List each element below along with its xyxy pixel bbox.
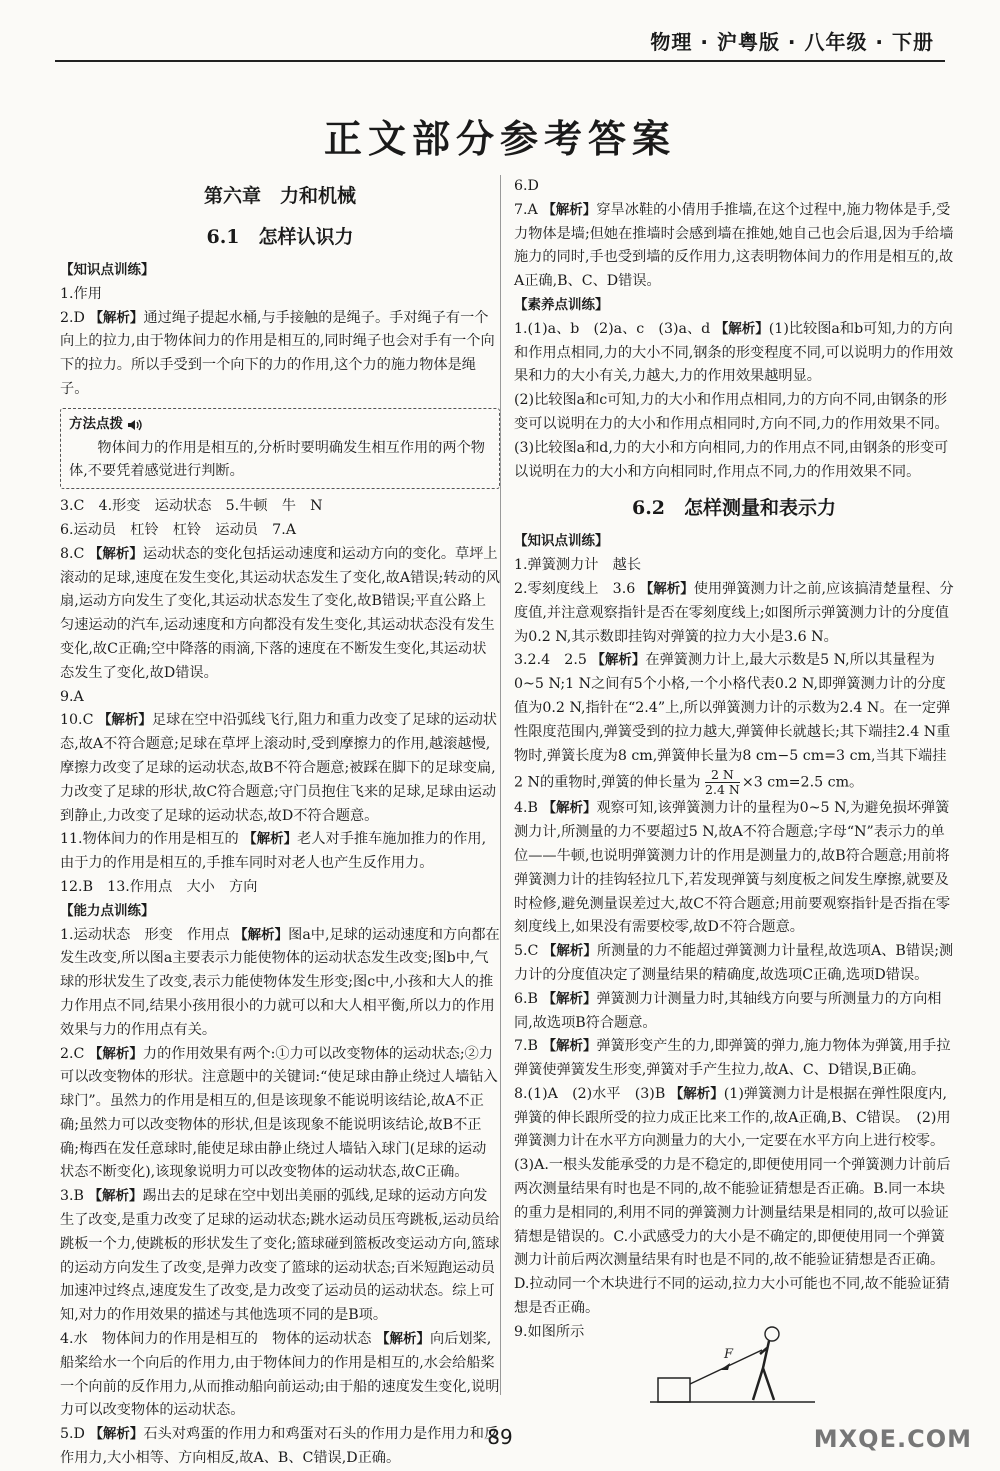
answer-3-5: 3.C 4.形变 运动状态 5.牛顿 牛 N	[60, 498, 323, 515]
literacy-label: 【素养点训练】	[514, 296, 609, 313]
k-answer-5: 5.C 【解析】所测量的力不能超过弹簧测力计量程,故选项A、B错误;测力计的分度值决定了测量结果的精确度,故选项C正确,选项D错误。	[514, 943, 954, 983]
book-header: 物理 · 沪粤版 · 八年级 · 下册	[650, 30, 934, 54]
ability-answer-6: 6.D	[514, 178, 539, 194]
force-label: F	[724, 1347, 734, 1362]
box	[658, 1378, 690, 1402]
page-title: 正文部分参考答案	[323, 116, 676, 161]
ability-answer-3: 3.B 【解析】踢出去的足球在空中划出美丽的弧线,足球的运动方向发生了改变,是重力改变了足球的运动状态;跳水运动员压弯跳板,运动员给跳板一个力,使跳板的形状发生了变化;篮球碰到篮板改变运动方向,篮球的运动方向发生了改变,是弹力改变了篮球的运动状态;百米短跑运动员加速冲过终点,速度发生了改变,是力改变了运动员的运动状态。综上可知,对力的作用效果的描述与其他选项不同的是B项。	[60, 1188, 500, 1324]
page-number: 89	[487, 1425, 513, 1449]
answer-6-7: 6.运动员 杠铃 杠铃 运动员 7.A	[60, 521, 296, 538]
knowledge-label: 【知识点训练】	[60, 262, 155, 278]
person-head	[765, 1327, 779, 1341]
literacy-answer-1-cont: (2)比较图a和c可知,力的大小和作用点相同,力的方向不同,由钢条的形变可以说明在力的大小和作用点相同时,方向不同,力的作用效果不同。 (3)比较图a和d,力的大小和方向相同,力的作用点不同,由钢条的形变可以说明在力的大小和方向相同时,作用点不同,力的作用效果不同。	[514, 392, 956, 480]
ability-answer-2: 2.C 【解析】力的作用效果有两个:①力可以改变物体的运动状态;②力可以改变物体的形状。注意题中的关键词:“使足球由静止绕过人墙钻入球门”。虽然力的作用是相互的,但是该现象不能说明该结论,故A不正确;虽然力可以改变物体的形状,但是该现象不能说明该结论,故B不正确;梅西在发任意球时,能使足球由静止绕过人墙钻入球门(足球的运动状态不断变化),该现象说明力可以改变物体的运动状态,故C正确。	[60, 1045, 498, 1181]
method-tip-box	[60, 408, 500, 489]
k-answer-6: 6.B 【解析】弹簧测力计测量力时,其轴线方向要与所测量力的方向相同,故选项B符合题意。	[514, 990, 942, 1031]
k-answer-4: 4.B 【解析】观察可知,该弹簧测力计的量程为0~5 N,为避免损坏弹簧测力计,所测量的力不要超过5 N,故A不符合题意;字母“N”表示力的单位——牛顿,也说明弹簧测力计的作用是测量力的,故B符合题意;用前将弹簧测力计的挂钩轻拉几下,若发现弹簧与刻度板之间发生摩擦,就要及时检修,避免测量误差过大,故C不符合题意;用前要观察指针是否指在零刻度线上,如果没有需要校零,故D不符合题意。	[514, 800, 951, 936]
literacy-answer-1: 1.(1)a、b (2)a、c (3)a、d 【解析】(1)比较图a和b可知,力的方向和作用点相同,力的大小不同,钢条的形变程度不同,可以说明力的作用效果和力的大小有关,力越大,力的作用效果越明显。	[514, 320, 954, 385]
ability-answer-7: 7.A 【解析】穿旱冰鞋的小倩用手推墙,在这个过程中,施力物体是手,受力物体是墙;但她在推墙时会感到墙在推她,她自己也会后退,因为手给墙施力的同时,手也受到墙的反作用力,这表明物体间力的作用是相互的,故A正确,B、C、D错误。	[514, 201, 954, 290]
ability-answer-4: 4.水 物体间力的作用是相互的 物体的运动状态 【解析】向后划桨,船桨给水一个向后的作用力,由于物体间力的作用是相互的,水会给船桨一个向前的反作用力,从而推动船向前运动;由于船的速度发生变化,说明力可以改变物体的运动状态。	[60, 1331, 500, 1419]
answer-1: 1.作用	[60, 285, 102, 302]
answer-2: 2.D 【解析】通过绳子提起水桶,与手接触的是绳子。手对绳子有一个向上的拉力,由于物体间力的作用是相互的,同时绳子也会对手有一个向下的拉力。所以手受到一个向下的力的作用,这个力的施力物体是绳子。	[60, 309, 495, 397]
column-divider	[500, 175, 501, 1395]
k-answer-8: 8.(1)A (2)水平 (3)B 【解析】(1)弹簧测力计是根据在弹性限度内,弹簧的伸长跟所受的拉力成正比来工作的,故A正确,B、C错误。 (2)用弹簧测力计在水平方向测量力的大小,一定要在水平方向上进行校零。 (3)A.一根头发能承受的力是不稳定的,即便使用同一个弹簧测力计前后两次测量结果有时也是不同的,故不能验证猜想是否正确。B.同一本块的重力是相同的,利用不同的弹簧测力计测量结果是相同的,故可以验证猜想是错误的。C.小武感受力的大小是不确定的,即便使用同一个弹簧测力计前后两次测量结果有时也是不同的,故不能验证猜想是否正确。D.拉动同一个木块进行不同的运动,拉力大小可能也不同,故不能验证猜想是否正确。	[514, 1085, 952, 1317]
section-title-6-2: 6.2 怎样测量和表示力	[631, 497, 837, 520]
answer-12-13: 12.B 13.作用点 大小 方向	[60, 878, 258, 895]
k-answer-1: 1.弹簧测力计 越长	[514, 557, 642, 574]
answer-8: 8.C 【解析】运动状态的变化包括运动速度和运动方向的变化。草坪上滚动的足球,速度在发生变化,其运动状态发生了变化,故A错误;转动的风扇,运动方向发生了变化,其运动状态发生了变化,故B错误;平直公路上匀速运动的汽车,运动速度和方向都没有发生变化,其运动状态没有发生变化,故C正确;空中降落的雨滴,下落的速度在不断发生变化,其运动状态发生了变化,故D错误。	[60, 545, 500, 681]
k-answer-9: 9.如图所示	[514, 1323, 585, 1340]
speaker-icon	[127, 418, 143, 432]
knowledge-label-2: 【知识点训练】	[514, 533, 609, 550]
watermark: MXQE.COM	[813, 1425, 972, 1453]
ability-answer-5: 5.D 【解析】石头对鸡蛋的作用力和鸡蛋对石头的作用力是作用力和反作用力,大小相等、方向相反,故A、B、C错误,D正确。	[60, 1426, 499, 1467]
pull-force-figure	[650, 1320, 820, 1410]
header-rule	[55, 60, 945, 62]
answer-9: 9.A	[60, 688, 84, 705]
answer-10: 10.C 【解析】足球在空中沿弧线飞行,阻力和重力改变了足球的运动状态,故A不符合题意;足球在草坪上滚动时,受到摩擦力的作用,越滚越慢,摩擦力改变了足球的运动状态,故B不符合题意;被踩在脚下的足球变扁,力改变了足球的形状,故C符合题意;守门员抱住飞来的足球,足球由运动到静止,力改变了足球的运动状态,故D不符合题意。	[60, 712, 497, 824]
answer-11: 11.物体间力的作用是相互的 【解析】老人对手推车施加推力的作用,由于力的作用是相互的,手推车同时对老人也产生反作用力。	[60, 831, 487, 872]
k-answer-7: 7.B 【解析】弹簧形变产生的力,即弹簧的弹力,施力物体为弹簧,用手拉弹簧使弹簧发生形变,弹簧对手产生拉力,故A、C、D错误,B正确。	[514, 1038, 951, 1079]
method-tip-text: 物体间力的作用是相互的,分析时要明确发生相互作用的两个物体,不要凭着感觉进行判断。	[69, 439, 485, 480]
method-tip-title: 方法点拨	[69, 413, 143, 437]
section-title-6-1: 6.1 怎样认识力	[206, 226, 354, 248]
chapter-title: 第六章 力和机械	[203, 185, 356, 207]
fraction: $\frac{2 N}{2.4 N}$	[705, 767, 740, 798]
ability-label: 【能力点训练】	[60, 902, 155, 919]
person-body	[753, 1341, 774, 1400]
ability-answer-1: 1.运动状态 形变 作用点 【解析】图a中,足球的运动速度和方向都在发生改变,所以图a主要表示力能使物体的运动状态发生改变;图b中,气球的形状发生了改变,表示力能使物体发生形变;图c中,小孩和大人的推力作用点不同,结果小孩用很小的力就可以和大人相平衡,所以力的作用效果与力的作用点有关。	[60, 926, 500, 1038]
left-column	[60, 175, 500, 1471]
right-column	[514, 175, 954, 1345]
k-answer-2: 2.零刻度线上 3.6 【解析】使用弹簧测力计之前,应该搞清楚量程、分度值,并注意观察指针是否在零刻度线上;如图所示弹簧测力计的分度值为0.2 N,其示数即挂钩对弹簧的拉力大小是3.6 N。	[514, 580, 954, 645]
k-answer-3: 3.2.4 2.5 【解析】在弹簧测力计上,最大示数是5 N,所以其量程为0~5 N;1 N之间有5个小格,一个小格代表0.2 N,即弹簧测力计的分度值为0.2 N,指针在“2.4”上,所以弹簧测力计的示数为2.4 N。在一定弹性限度范围内,弹簧受到的拉力越大,弹簧伸长就越长;其下端挂2.4 N重物时,弹簧长度为8 cm,弹簧伸长量为8 cm−5 cm=3 cm,当其下端挂2 N的重物时,弹簧的伸长量为 $\frac{2 N}{2.4 N}$ ×3 cm=2.5 cm。	[514, 652, 951, 798]
